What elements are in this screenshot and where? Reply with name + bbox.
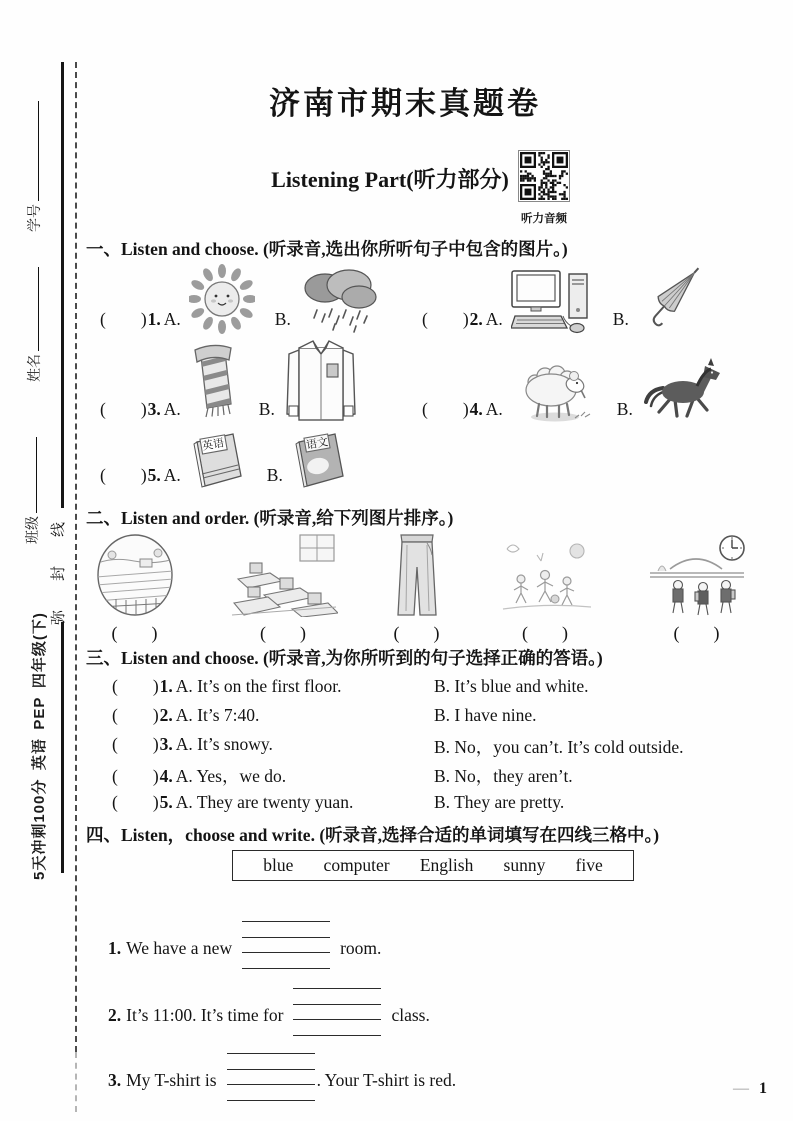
seal-dashed-line-faint (75, 1052, 77, 1112)
option-b-label[interactable]: B. (616, 399, 633, 419)
page-number: — 1 (733, 1080, 767, 1097)
student-no-blank[interactable] (35, 101, 39, 201)
pants-image (391, 533, 443, 617)
question-3-label[interactable]: ( )3. A. (100, 399, 181, 419)
order-item-school-gate (648, 533, 746, 644)
audio-qr-block (516, 150, 572, 226)
word-bank (232, 850, 634, 881)
order-item-farm (94, 533, 176, 644)
s3-row-4 (112, 763, 752, 788)
scarf-image (189, 340, 239, 424)
order-answer-slot[interactable]: ( ) (393, 623, 441, 643)
answer-slot[interactable]: ( ) (112, 676, 159, 696)
question-4-label[interactable]: ( )4. A. (422, 399, 503, 419)
order-answer-slot[interactable]: ( ) (673, 623, 721, 643)
s3-row-5 (112, 792, 752, 813)
chinese-book-label: 语文 (305, 436, 329, 452)
playground-image (497, 533, 595, 617)
s3-row-3 (112, 734, 752, 759)
s3-row-1 (112, 676, 752, 697)
qr-caption: 听力音频 (521, 213, 567, 225)
question-5-label[interactable]: ( )5. A. (100, 465, 181, 485)
s3-answer-a[interactable]: ( )5. A. They are twenty yuan. (112, 792, 354, 812)
section1-row2 (100, 338, 752, 420)
book-series-title: 5天冲刺100分 英语 PEP 四年级(下) (31, 612, 48, 880)
order-item-computer-room (230, 533, 338, 644)
option-b-label[interactable]: B. (612, 309, 629, 329)
farm-field-image (94, 533, 176, 617)
word-bank-item: English (419, 855, 474, 875)
computer-room-image (230, 533, 338, 617)
s4-item-1: 1. We have a new room. (108, 906, 381, 959)
option-b-label[interactable]: B. (258, 399, 275, 419)
word-bank-item: sunny (503, 855, 546, 875)
s3-answer-b[interactable]: B. No，you can’t. It’s cold outside. (434, 737, 684, 757)
section2-heading: 二、Listen and order. (听录音,给下列图片排序。) (86, 508, 454, 528)
name-label: 姓名 (28, 354, 43, 382)
s4-item-2: 2. It’s 11:00. It’s time for class. (108, 973, 430, 1026)
listening-part-heading: Listening Part(听力部分) (271, 167, 509, 192)
school-entrance-clock-image (648, 533, 746, 617)
qr-code-icon (518, 150, 570, 202)
section3-heading: 三、Listen and choose. (听录音,为你所听到的句子选择正确的答语。) (86, 648, 603, 668)
s3-answer-a[interactable]: ( )1. A. It’s on the first floor. (112, 676, 342, 696)
shirt-image (283, 338, 359, 424)
s3-row-2 (112, 705, 752, 726)
order-answer-slot[interactable]: ( ) (111, 623, 159, 643)
seal-char-feng: 封 (51, 565, 67, 581)
question-2-label[interactable]: ( )2. A. (422, 309, 503, 329)
section1-row3 (100, 430, 752, 486)
sun-image (189, 262, 255, 334)
seal-char-mi: 弥 (51, 609, 67, 625)
rain-clouds-image (299, 266, 379, 334)
answer-slot[interactable]: ( ) (112, 705, 159, 725)
horse-image (641, 356, 723, 424)
s3-answer-b[interactable]: B. They are pretty. (434, 792, 565, 812)
word-bank-item: blue (263, 855, 294, 875)
chinese-book-image (291, 430, 349, 490)
order-item-playground (497, 533, 595, 644)
name-field[interactable] (24, 267, 44, 382)
page-title: 济南市期末真题卷 (269, 86, 541, 121)
computer-image (511, 270, 593, 334)
student-no-label: 学号 (28, 204, 43, 232)
s3-answer-b[interactable]: B. It’s blue and white. (434, 676, 589, 696)
order-answer-slot[interactable]: ( ) (522, 623, 569, 643)
writing-grid-blank[interactable] (293, 988, 381, 1036)
s4-item-3: 3. My T-shirt is . Your T-shirt is red. (108, 1038, 456, 1091)
s3-answer-b[interactable]: B. I have nine. (434, 705, 537, 725)
option-b-label[interactable]: B. (274, 309, 291, 329)
section4-heading: 四、Listen，choose and write. (听录音,选择合适的单词填写在四线三格中。) (86, 825, 660, 845)
word-bank-item: computer (323, 855, 390, 875)
section2-image-strip (94, 533, 746, 644)
section1-row1 (100, 262, 752, 330)
s3-answer-b[interactable]: B. No，they aren’t. (434, 766, 573, 786)
word-bank-item: five (575, 855, 603, 875)
writing-grid-blank[interactable] (227, 1053, 315, 1101)
english-book-image (189, 430, 247, 490)
order-answer-slot[interactable]: ( ) (260, 623, 307, 643)
seal-char-xian: 线 (51, 521, 67, 537)
student-no-field[interactable] (24, 101, 44, 232)
answer-slot[interactable]: ( ) (112, 792, 159, 812)
name-blank[interactable] (35, 267, 39, 351)
question-1-label[interactable]: ( )1. A. (100, 309, 181, 329)
option-b-label[interactable]: B. (266, 465, 283, 485)
seal-solid-line-top (61, 62, 64, 508)
class-label: 班级 (26, 516, 41, 544)
section1-heading: 一、Listen and choose. (听录音,选出你所听句子中包含的图片。) (86, 239, 568, 259)
s3-answer-a[interactable]: ( )2. A. It’s 7:40. (112, 705, 260, 725)
sheep-image (511, 360, 597, 424)
writing-grid-blank[interactable] (242, 921, 330, 969)
s3-answer-a[interactable]: ( )4. A. Yes，we do. (112, 766, 287, 786)
seal-solid-line-bottom (61, 622, 64, 873)
answer-slot[interactable]: ( ) (112, 734, 159, 754)
seal-dashed-line (75, 62, 77, 1052)
s3-answer-a[interactable]: ( )3. A. It’s snowy. (112, 734, 273, 754)
umbrella-image (637, 264, 711, 334)
english-book-label: 英语 (201, 437, 225, 453)
answer-slot[interactable]: ( ) (112, 766, 159, 786)
class-blank[interactable] (33, 437, 37, 513)
class-field[interactable] (22, 437, 42, 544)
order-item-pants (391, 533, 443, 644)
